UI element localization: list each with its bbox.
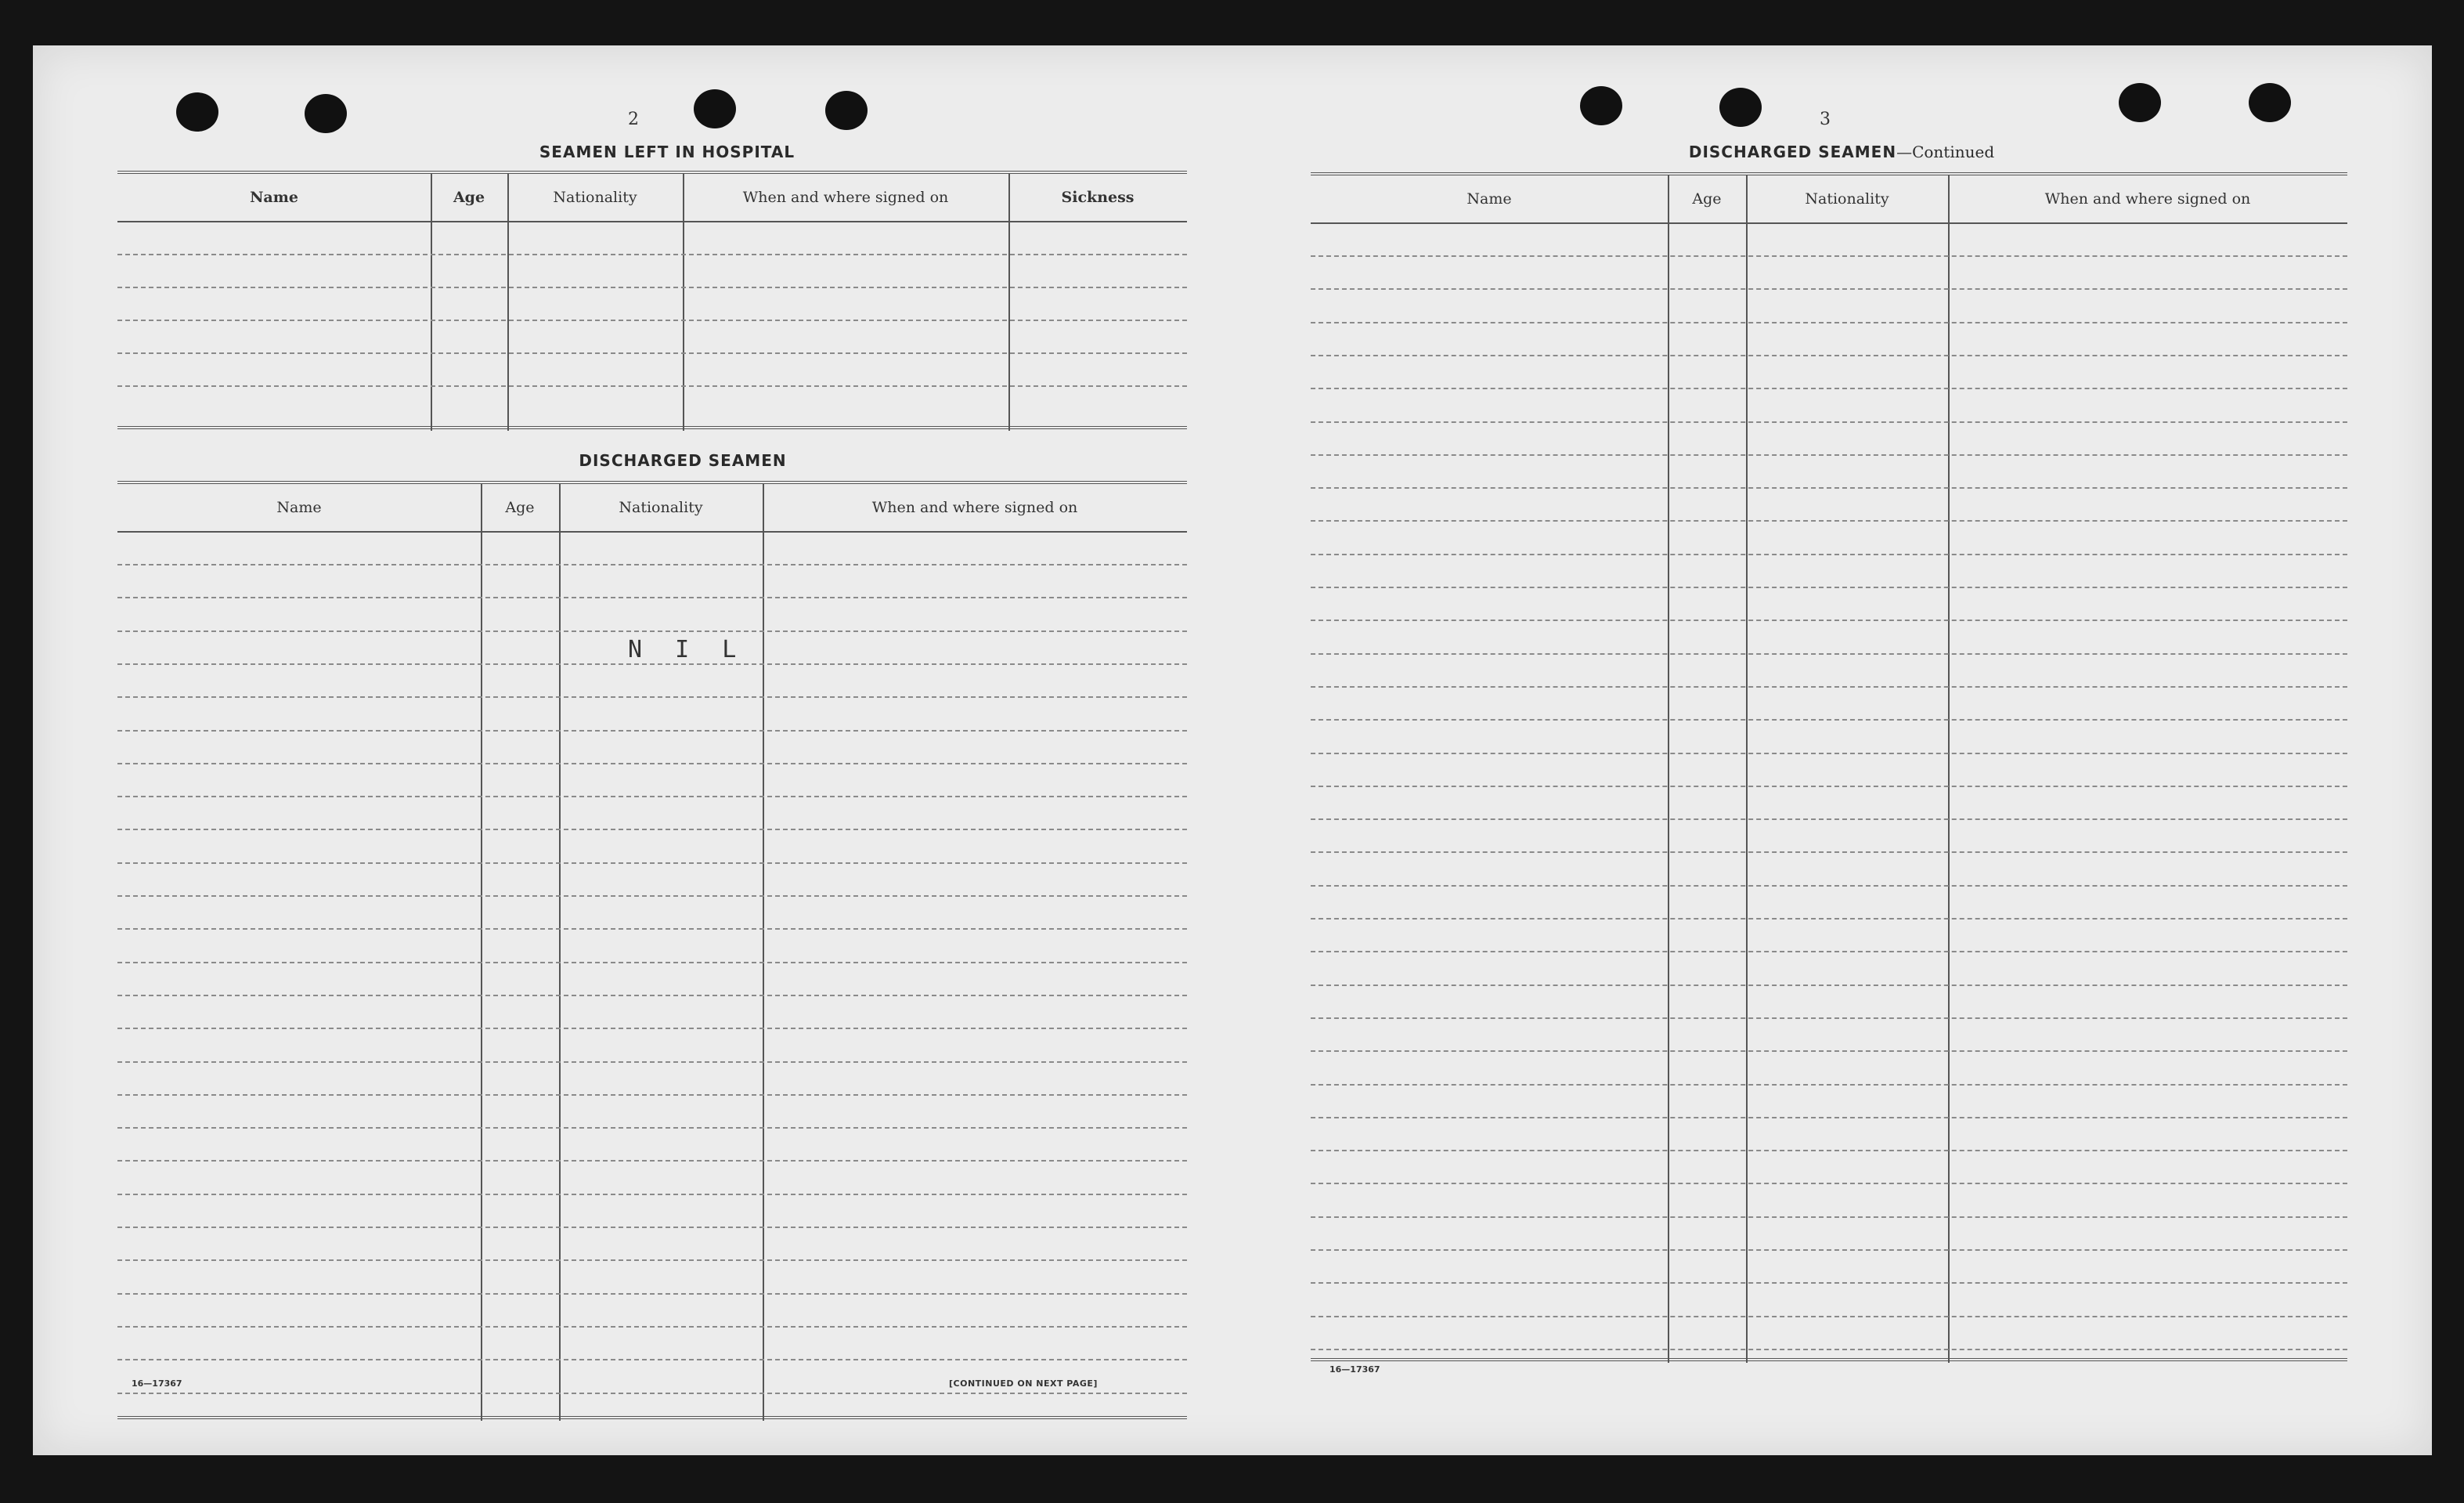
column-divider bbox=[1008, 174, 1010, 431]
punch-hole bbox=[305, 94, 347, 133]
table-row bbox=[1311, 719, 2347, 721]
discharged-col-nationality: Nationality bbox=[619, 499, 703, 516]
discharged-col-age: Age bbox=[505, 499, 535, 516]
punch-hole bbox=[694, 89, 736, 128]
table-row bbox=[1311, 686, 2347, 688]
table-row bbox=[1311, 985, 2347, 986]
table-row bbox=[1311, 1316, 2347, 1317]
table-row bbox=[117, 763, 1187, 764]
table-row bbox=[1311, 1249, 2347, 1251]
right-title-suffix: —Continued bbox=[1896, 143, 1995, 161]
table-row bbox=[1311, 1017, 2347, 1019]
table-row bbox=[117, 1359, 1187, 1360]
left-form-number: 16—17367 bbox=[132, 1378, 182, 1389]
table-row bbox=[1311, 421, 2347, 423]
table-row bbox=[117, 1293, 1187, 1295]
table-row bbox=[1311, 322, 2347, 323]
table-row bbox=[1311, 1216, 2347, 1218]
table-row bbox=[117, 320, 1187, 321]
table-row bbox=[117, 796, 1187, 797]
nil-entry: N I L bbox=[628, 636, 746, 663]
column-divider bbox=[559, 484, 561, 1421]
table-row bbox=[117, 254, 1187, 255]
table-row bbox=[117, 1028, 1187, 1029]
table-row bbox=[1311, 951, 2347, 952]
table-row bbox=[1311, 388, 2347, 389]
table-row bbox=[117, 829, 1187, 830]
punch-hole bbox=[2249, 83, 2291, 122]
table-row bbox=[117, 962, 1187, 963]
table-row bbox=[117, 663, 1187, 665]
table-row bbox=[1311, 620, 2347, 621]
discharged-col-name: Name bbox=[276, 499, 322, 516]
hospital-col-signed-on: When and where signed on bbox=[742, 189, 949, 206]
table-row bbox=[1311, 454, 2347, 456]
punch-hole bbox=[2119, 83, 2161, 122]
table-row bbox=[1311, 1349, 2347, 1350]
table-row bbox=[1311, 1050, 2347, 1052]
table-row bbox=[1311, 288, 2347, 290]
continued-col-age: Age bbox=[1692, 190, 1722, 208]
column-divider bbox=[1948, 175, 1950, 1363]
table-bottom-rule bbox=[117, 426, 1187, 429]
column-divider bbox=[507, 174, 509, 431]
table-row bbox=[117, 1160, 1187, 1162]
table-row bbox=[1311, 1150, 2347, 1151]
table-row bbox=[1311, 487, 2347, 489]
right-title-text: DISCHARGED SEAMEN bbox=[1688, 143, 1897, 161]
discharged-continued-table bbox=[1311, 172, 2347, 1363]
table-row bbox=[1311, 1117, 2347, 1118]
hospital-section-title: SEAMEN LEFT IN HOSPITAL bbox=[539, 143, 795, 161]
hospital-col-nationality: Nationality bbox=[553, 189, 637, 206]
punch-hole bbox=[1580, 86, 1622, 125]
table-row bbox=[117, 995, 1187, 996]
continued-note: [CONTINUED ON NEXT PAGE] bbox=[949, 1378, 1098, 1389]
table-row bbox=[1311, 818, 2347, 820]
table-row bbox=[117, 597, 1187, 598]
discharged-section-title: DISCHARGED SEAMEN bbox=[579, 451, 787, 470]
table-row bbox=[117, 564, 1187, 565]
table-row bbox=[117, 1061, 1187, 1063]
table-row bbox=[117, 1259, 1187, 1261]
left-page-number: 2 bbox=[628, 110, 640, 129]
right-page-number: 3 bbox=[1820, 110, 1831, 129]
table-row bbox=[1311, 1282, 2347, 1284]
table-row bbox=[117, 928, 1187, 930]
table-row bbox=[117, 287, 1187, 288]
right-section-title bbox=[1521, 143, 2163, 161]
right-form-number: 16—17367 bbox=[1329, 1364, 1380, 1375]
table-row bbox=[1311, 355, 2347, 356]
table-row bbox=[1311, 554, 2347, 555]
table-bottom-rule bbox=[117, 1416, 1187, 1419]
hospital-col-name: Name bbox=[250, 189, 298, 206]
table-row bbox=[1311, 786, 2347, 787]
column-divider bbox=[1746, 175, 1748, 1363]
table-row bbox=[1311, 587, 2347, 588]
table-row bbox=[117, 862, 1187, 864]
document-sheet bbox=[33, 45, 2432, 1455]
punch-hole bbox=[1719, 88, 1762, 127]
table-row bbox=[1311, 520, 2347, 522]
table-row bbox=[117, 895, 1187, 897]
hospital-col-age: Age bbox=[453, 189, 485, 206]
discharged-table bbox=[117, 481, 1187, 1421]
punch-hole bbox=[176, 92, 218, 132]
discharged-col-signed-on: When and where signed on bbox=[871, 499, 1078, 516]
table-row bbox=[1311, 851, 2347, 853]
table-row bbox=[1311, 653, 2347, 655]
table-row bbox=[117, 730, 1187, 732]
table-row bbox=[117, 1227, 1187, 1228]
table-row bbox=[1311, 1084, 2347, 1086]
table-row bbox=[1311, 885, 2347, 887]
table-row bbox=[1311, 753, 2347, 754]
column-divider bbox=[481, 484, 482, 1421]
table-row bbox=[117, 385, 1187, 387]
column-divider bbox=[431, 174, 432, 431]
hospital-table bbox=[117, 171, 1187, 431]
continued-col-signed-on: When and where signed on bbox=[2044, 190, 2251, 208]
table-row bbox=[117, 1194, 1187, 1195]
table-row bbox=[117, 696, 1187, 698]
table-row bbox=[117, 1094, 1187, 1096]
table-row bbox=[1311, 1183, 2347, 1184]
continued-col-name: Name bbox=[1466, 190, 1512, 208]
column-divider bbox=[683, 174, 684, 431]
punch-hole bbox=[825, 91, 868, 130]
column-divider bbox=[1668, 175, 1669, 1363]
table-row bbox=[117, 1326, 1187, 1328]
continued-col-nationality: Nationality bbox=[1805, 190, 1889, 208]
table-row bbox=[117, 1393, 1187, 1394]
column-divider bbox=[763, 484, 764, 1421]
hospital-col-sickness: Sickness bbox=[1061, 189, 1135, 206]
table-row bbox=[1311, 255, 2347, 257]
table-row bbox=[117, 1127, 1187, 1129]
table-bottom-rule bbox=[1311, 1358, 2347, 1361]
table-row bbox=[117, 352, 1187, 354]
table-row bbox=[117, 630, 1187, 632]
table-row bbox=[1311, 918, 2347, 920]
